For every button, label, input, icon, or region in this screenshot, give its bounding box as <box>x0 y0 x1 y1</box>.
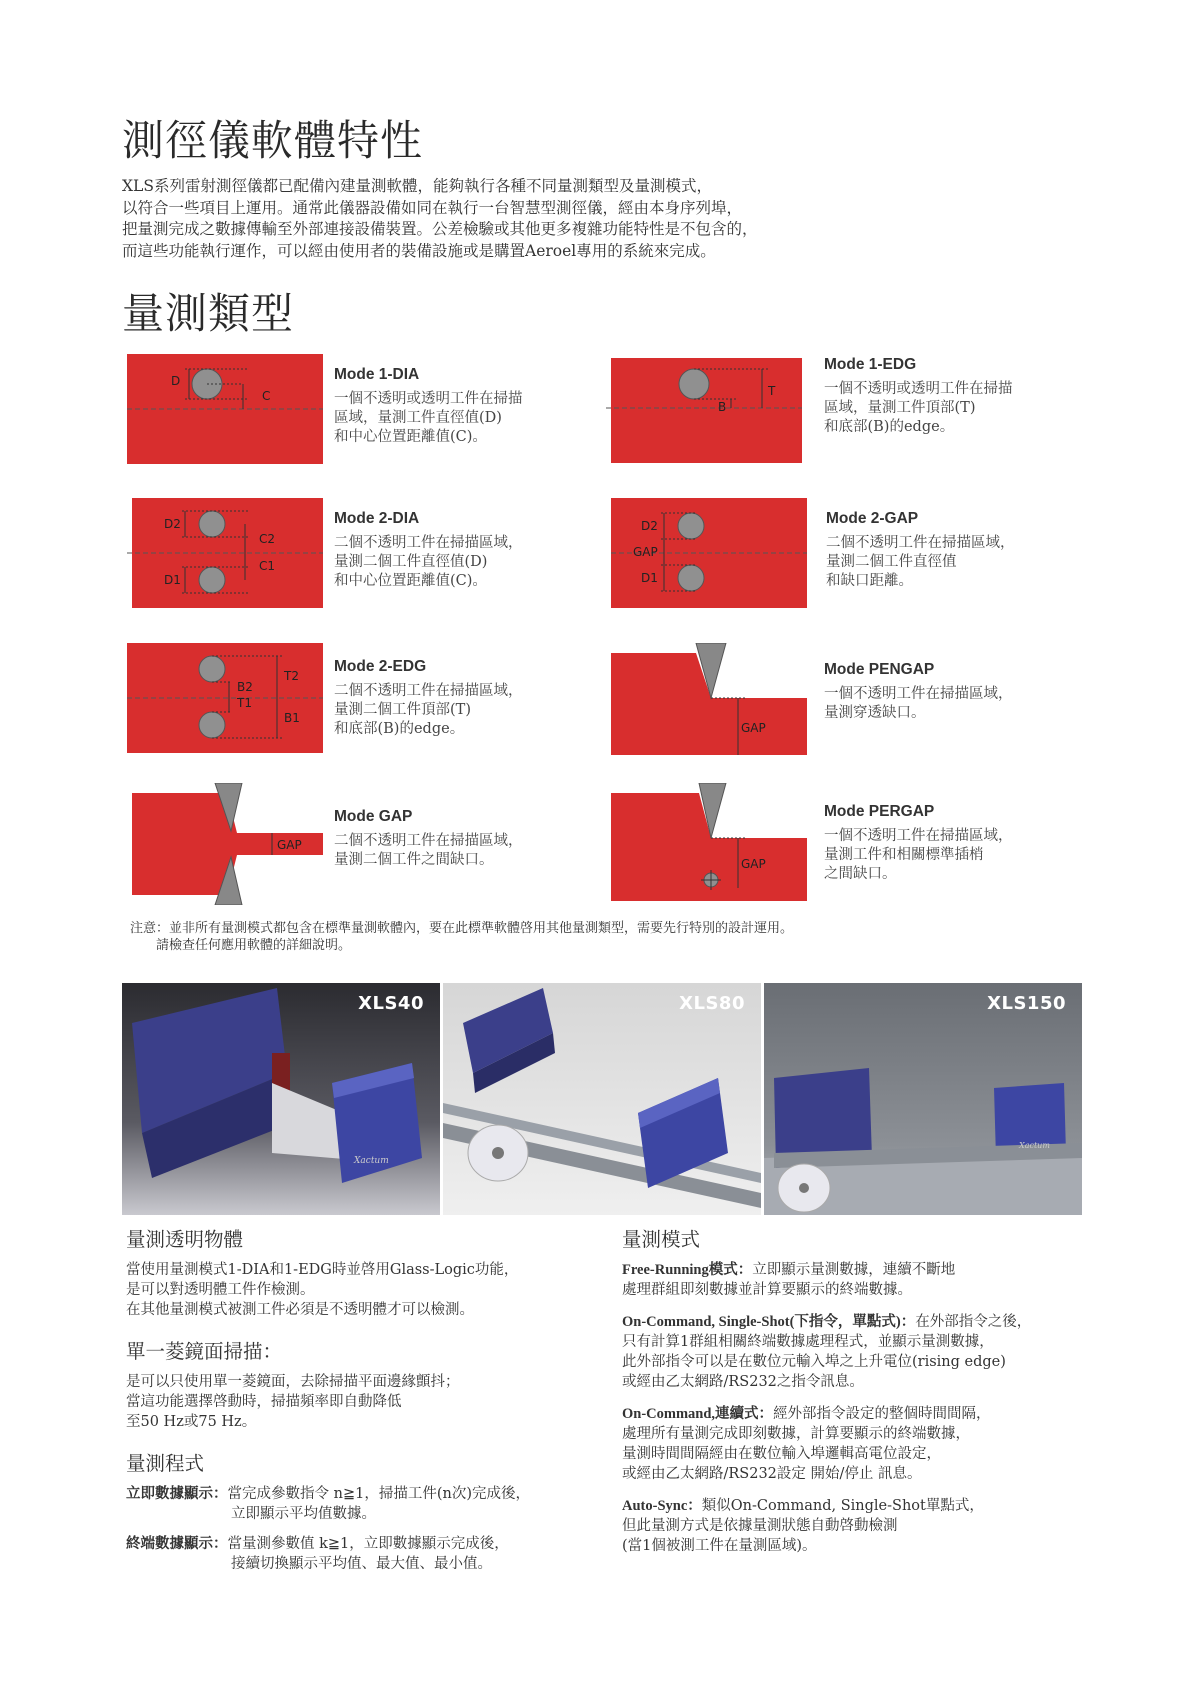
mode-item <box>622 1404 1102 1484</box>
text-line: 但此量測方式是依據量測狀態自動啓動檢測 <box>622 1518 898 1534</box>
desc-line: 二個不透明工件在掃描區域， <box>334 833 523 849</box>
desc-line: 和底部(B)的edge。 <box>824 419 955 435</box>
label-c: C <box>262 389 271 403</box>
desc-line: 區域，量測工件直徑值(D) <box>334 410 502 426</box>
mode-pengap <box>611 643 1091 755</box>
intro-line: 把量測完成之數據傳輸至外部連接設備裝置。公差檢驗或其他更多複雜功能特性是不包含的， <box>122 220 758 238</box>
text-line: 量測時間間隔經由在數位輸入埠邏輯高電位設定， <box>622 1446 941 1462</box>
desc-line: 和底部(B)的edge。 <box>334 721 465 737</box>
mode-gap <box>127 783 607 905</box>
label-gap: GAP <box>741 721 766 735</box>
photo-xls40 <box>122 983 440 1215</box>
mode-item <box>622 1260 1102 1300</box>
desc-line: 和缺口距離。 <box>826 573 913 589</box>
label-c1: C1 <box>259 559 276 573</box>
desc-line: 量測穿透缺口。 <box>824 705 926 721</box>
desc-line: 量測二個工件直徑值 <box>826 554 957 570</box>
text-line: 至50 Hz或75 Hz。 <box>126 1414 257 1430</box>
photo-xls150 <box>764 983 1082 1215</box>
photo-xls80 <box>443 983 761 1215</box>
brand-mark: Xactum <box>1019 1141 1050 1150</box>
label-t1: T1 <box>237 696 252 710</box>
xls150-product-image <box>764 983 1082 1215</box>
intro-line: 以符合一些項目上運用。通常此儀器設備如同在執行一台智慧型測徑儀，經由本身序列埠， <box>122 198 743 217</box>
item-lead: Auto-Sync： <box>622 1498 702 1514</box>
program-item <box>126 1484 606 1524</box>
item-lead: Free-Running模式： <box>622 1262 753 1278</box>
mode-description <box>824 827 1074 884</box>
label-t: T <box>768 384 776 398</box>
mode-name: Mode 1-EDG <box>824 356 917 373</box>
mode-description <box>334 390 584 447</box>
text-line: 當量測參數值 k≧1，立即數據顯示完成後， <box>227 1536 509 1552</box>
desc-line: 一個不透明工件在掃描區域， <box>824 828 1013 844</box>
mode-name: Mode PENGAP <box>824 661 935 678</box>
mode-description <box>334 534 584 591</box>
label-d1: D1 <box>641 571 658 585</box>
note-line: 注意：並非所有量測模式都包含在標準量測軟體內，要在此標準軟體啓用其他量測類型，需要先行特別的設計運用。 <box>130 921 794 936</box>
brand-mark: Xactum <box>354 1156 389 1166</box>
text-line: (當1個被測工件在量測區域)。 <box>622 1538 817 1554</box>
transparent-paragraph <box>126 1260 606 1320</box>
desc-line: 一個不透明或透明工件在掃描 <box>824 381 1013 397</box>
photo-label: XLS150 <box>987 993 1066 1014</box>
mode-name: Mode PERGAP <box>824 803 935 820</box>
text-line: 此外部指令可以是在數位元輸入埠之上升電位(rising edge) <box>622 1354 1006 1370</box>
page-title: 測徑儀軟體特性 <box>122 116 424 165</box>
mode-2-gap-diagram <box>611 498 807 608</box>
label-gap: GAP <box>633 545 658 559</box>
text-line: 立即顯示量測數據，連續不斷地 <box>752 1262 956 1278</box>
text-line: 當這功能選擇啓動時，掃描頻率即自動降低 <box>126 1394 402 1410</box>
text-line: 在外部指令之後， <box>915 1314 1032 1330</box>
mode-pergap-diagram <box>611 783 807 905</box>
text-line: 類似On-Command, Single-Shot單點式， <box>701 1498 984 1514</box>
text-line: 是可以對透明體工件作檢測。 <box>126 1282 315 1298</box>
text-line: 或經由乙太網路/RS232設定 開始/停止 訊息。 <box>622 1466 922 1482</box>
mode-description <box>824 380 1074 437</box>
program-item <box>126 1534 606 1574</box>
label-b1: B1 <box>284 711 300 725</box>
desc-line: 量測二個工件頂部(T) <box>334 702 471 718</box>
mode-2-edg-diagram <box>127 643 323 753</box>
mode-1-dia-diagram <box>127 354 323 464</box>
label-d2: D2 <box>641 519 658 533</box>
text-line: 是可以只使用單一菱鏡面，去除掃描平面邊緣顫抖； <box>126 1374 460 1390</box>
label-b: B <box>718 400 727 414</box>
desc-line: 量測工件和相關標準插梢 <box>824 847 984 863</box>
photo-label: XLS80 <box>679 993 745 1014</box>
intro-paragraph <box>122 176 1022 262</box>
desc-line: 和中心位置距離值(C)。 <box>334 429 487 445</box>
desc-line: 量測二個工件之間缺口。 <box>334 852 494 868</box>
section-heading: 量測程式 <box>126 1452 205 1475</box>
desc-line: 二個不透明工件在掃描區域， <box>826 535 1015 551</box>
item-lead: On-Command,連續式： <box>622 1406 774 1422</box>
text-line: 經外部指令設定的整個時間間隔， <box>773 1406 991 1422</box>
xls40-product-image <box>122 983 440 1215</box>
text-line: 在其他量測模式被測工件必須是不透明體才可以檢測。 <box>126 1302 474 1318</box>
desc-line: 區域，量測工件頂部(T) <box>824 400 976 416</box>
desc-line: 和中心位置距離值(C)。 <box>334 573 487 589</box>
left-column <box>126 1230 606 1596</box>
item-lead: 終端數據顯示： <box>126 1536 228 1552</box>
item-lead: On-Command, Single-Shot(下指令，單點式)： <box>622 1314 916 1330</box>
mode-description <box>334 832 584 870</box>
text-line: 接續切換顯示平均值、最大值、最小值。 <box>231 1556 492 1572</box>
mode-2-dia <box>127 498 607 608</box>
mode-name: Mode 2-DIA <box>334 510 420 527</box>
mode-description <box>824 685 1074 723</box>
mirror-paragraph <box>126 1372 606 1432</box>
mode-description <box>334 682 584 739</box>
mode-1-edg-diagram <box>606 354 802 464</box>
desc-line: 二個不透明工件在掃描區域， <box>334 683 523 699</box>
mode-2-edg <box>127 643 607 753</box>
mode-2-dia-diagram <box>127 498 323 608</box>
text-line: 處理所有量測完成即刻數據，計算要顯示的終端數據， <box>622 1426 970 1442</box>
text-line: 立即顯示平均值數據。 <box>231 1506 376 1522</box>
mode-name: Mode 2-GAP <box>826 510 919 527</box>
mode-pergap <box>611 783 1091 905</box>
photo-label: XLS40 <box>358 993 424 1014</box>
note-line: 請檢查任何應用軟體的詳細說明。 <box>130 938 352 953</box>
label-d1: D1 <box>164 573 181 587</box>
desc-line: 一個不透明或透明工件在掃描 <box>334 391 523 407</box>
mode-name: Mode 1-DIA <box>334 366 420 383</box>
text-line: 當完成參數指令 n≧1，掃描工件(n次)完成後， <box>227 1486 530 1502</box>
mode-2-gap <box>611 498 1091 608</box>
label-c2: C2 <box>259 532 276 546</box>
mode-1-dia <box>127 354 607 464</box>
mode-description <box>826 534 1076 591</box>
mode-item <box>622 1496 1102 1556</box>
label-d2: D2 <box>164 517 181 531</box>
mode-gap-diagram <box>127 783 323 905</box>
xls80-product-image <box>443 983 761 1215</box>
mode-item <box>622 1312 1102 1392</box>
right-column <box>622 1230 1102 1578</box>
intro-line: 而這些功能執行運作，可以經由使用者的裝備設施或是購置Aeroel專用的系統來完成。 <box>122 241 716 260</box>
desc-line: 之間缺口。 <box>824 866 897 882</box>
label-t2: T2 <box>284 669 299 683</box>
intro-line: XLS系列雷射測徑儀都已配備內建量測軟體，能夠執行各種不同量測類型及量測模式， <box>122 177 712 195</box>
item-lead: 立即數據顯示： <box>126 1486 228 1502</box>
section-heading: 量測模式 <box>622 1228 701 1251</box>
section-title-types: 量測類型 <box>122 289 295 338</box>
label-b2: B2 <box>237 680 253 694</box>
mode-name: Mode 2-EDG <box>334 658 427 675</box>
text-line: 或經由乙太網路/RS232之指令訊息。 <box>622 1374 864 1390</box>
section-heading: 量測透明物體 <box>126 1228 244 1251</box>
text-line: 當使用量測模式1-DIA和1-EDG時並啓用Glass-Logic功能， <box>126 1262 519 1278</box>
mode-pengap-diagram <box>611 643 807 755</box>
desc-line: 二個不透明工件在掃描區域， <box>334 535 523 551</box>
text-line: 處理群組即刻數據並計算要顯示的終端數據。 <box>622 1282 912 1298</box>
label-gap: GAP <box>741 857 766 871</box>
mode-name: Mode GAP <box>334 808 413 825</box>
footnote <box>130 920 793 954</box>
label-gap: GAP <box>277 838 302 852</box>
label-d: D <box>171 374 181 388</box>
mode-1-edg <box>606 354 1086 464</box>
desc-line: 一個不透明工件在掃描區域， <box>824 686 1013 702</box>
section-heading: 單一菱鏡面掃描： <box>126 1340 283 1363</box>
desc-line: 量測二個工件直徑值(D) <box>334 554 488 570</box>
text-line: 只有計算1群組相關終端數據處理程式，並顯示量測數據， <box>622 1334 994 1350</box>
